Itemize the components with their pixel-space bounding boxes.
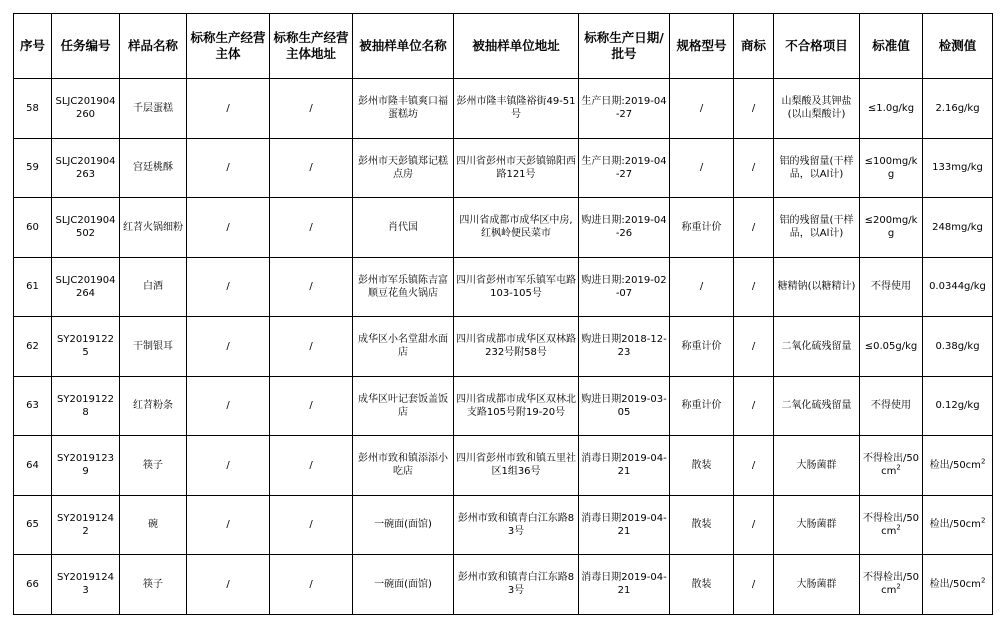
cell-text: 62: [26, 340, 39, 352]
cell-text: 千层蛋糕: [133, 102, 173, 114]
cell-text: 检出/50cm: [929, 519, 981, 531]
cell-text: 0.12g/kg: [935, 400, 980, 412]
cell-text: ≤1.0g/kg: [867, 102, 915, 114]
cell-text: 60: [26, 221, 39, 233]
cell-producer: [187, 138, 270, 198]
cell-text: 四川省彭州市致和镇五里社区1组36号: [456, 453, 576, 478]
cell-sampled-address: [454, 198, 579, 258]
cell-failed-item: [774, 376, 860, 436]
cell-failed-item: [774, 198, 860, 258]
cell-text: /: [751, 578, 756, 590]
cell-measured: [923, 317, 993, 377]
cell-text: 0.0344g/kg: [929, 281, 986, 293]
cell-task-id: [52, 138, 120, 198]
cell-trademark: [734, 436, 774, 496]
cell-failed-item: [774, 495, 860, 555]
cell-text: 不得使用: [871, 400, 911, 412]
cell-failed-item: [774, 555, 860, 615]
cell-producer: [187, 376, 270, 436]
cell-trademark: [734, 198, 774, 258]
cell-text: 生产日期:2019-04-27: [581, 155, 667, 180]
cell-text: 铝的残留量(干样品，以Al计): [779, 215, 854, 240]
cell-producer-address: [270, 317, 353, 377]
cell-measured: [923, 79, 993, 139]
cell-date-batch: [579, 555, 670, 615]
cell-text: 大肠菌群: [796, 578, 837, 590]
col-header-trademark: 商标: [734, 14, 774, 79]
cell-spec: [670, 79, 734, 139]
cell-text: 彭州市致和镇青白江东路83号: [457, 512, 575, 537]
col-header-date-batch: 标称生产日期/批号: [579, 14, 670, 79]
cell-text: 不得检出/50cm: [862, 572, 920, 597]
cell-trademark: [734, 138, 774, 198]
cell-sampled-address: [454, 376, 579, 436]
cell-text: /: [751, 340, 756, 352]
cell-text: 一碗面(面馆): [374, 578, 432, 590]
cell-date-batch: [579, 317, 670, 377]
cell-text: /: [309, 102, 313, 114]
cell-text: 碗: [148, 519, 158, 531]
cell-producer: [187, 495, 270, 555]
cell-text: /: [309, 162, 313, 174]
cell-text: 购进日期:2019-04-26: [581, 215, 667, 240]
cell-text: 大肠菌群: [796, 519, 837, 531]
cell-text: 生产日期:2019-04-27: [581, 96, 667, 121]
cell-producer-address: [270, 79, 353, 139]
cell-text: /: [309, 221, 313, 233]
cell-text: 61: [26, 281, 39, 293]
unit-exponent: 2: [896, 582, 901, 591]
cell-failed-item: [774, 257, 860, 317]
cell-index: [14, 495, 52, 555]
cell-sampled-unit: [353, 257, 454, 317]
cell-text: /: [309, 281, 313, 293]
cell-index: [14, 138, 52, 198]
cell-text: 白酒: [143, 281, 163, 293]
table-row: [14, 317, 993, 377]
cell-text: 248mg/kg: [932, 221, 983, 233]
cell-text: /: [751, 221, 756, 233]
cell-spec: [670, 495, 734, 555]
cell-text: /: [226, 102, 230, 114]
cell-sampled-unit: [353, 138, 454, 198]
cell-text: /: [699, 162, 704, 174]
cell-text: 红苕火锅细粉: [123, 221, 183, 233]
cell-text: 二氧化硫残留量: [781, 340, 852, 352]
cell-sampled-unit: [353, 436, 454, 496]
col-header-spec: 规格型号: [670, 14, 734, 79]
cell-date-batch: [579, 198, 670, 258]
cell-text: ≤0.05g/kg: [864, 340, 918, 352]
cell-text: 彭州市隆丰镇隆裕街49-51号: [456, 96, 576, 121]
unit-exponent: 2: [896, 523, 901, 532]
cell-index: [14, 79, 52, 139]
cell-spec: [670, 317, 734, 377]
cell-task-id: [52, 257, 120, 317]
cell-sample-name: [120, 317, 187, 377]
cell-standard: [860, 436, 923, 496]
cell-text: /: [226, 281, 230, 293]
cell-sample-name: [120, 376, 187, 436]
cell-text: /: [226, 340, 230, 352]
cell-failed-item: [774, 317, 860, 377]
cell-text: 购进日期2019-03-05: [581, 393, 667, 418]
cell-index: [14, 376, 52, 436]
cell-measured: [923, 257, 993, 317]
cell-spec: [670, 376, 734, 436]
unit-exponent: 2: [980, 457, 986, 466]
cell-sampled-address: [454, 257, 579, 317]
cell-sample-name: [120, 436, 187, 496]
cell-text: 成华区小名堂甜水面店: [358, 334, 448, 359]
cell-failed-item: [774, 138, 860, 198]
cell-text: /: [226, 162, 230, 174]
cell-producer: [187, 79, 270, 139]
cell-text: /: [751, 400, 756, 412]
cell-task-id: [52, 79, 120, 139]
cell-sampled-unit: [353, 198, 454, 258]
cell-measured: [923, 198, 993, 258]
cell-text: 糖精钠(以糖精计): [777, 281, 856, 293]
cell-text: SY20191225: [57, 334, 114, 359]
cell-text: /: [751, 459, 756, 471]
cell-date-batch: [579, 376, 670, 436]
cell-text: /: [226, 459, 230, 471]
cell-text: 彭州市军乐镇陈吉富顺豆花鱼火锅店: [358, 274, 448, 299]
cell-standard: [860, 317, 923, 377]
header-row: [14, 14, 993, 79]
cell-task-id: [52, 436, 120, 496]
cell-sampled-unit: [353, 317, 454, 377]
cell-sampled-address: [454, 138, 579, 198]
cell-text: 65: [26, 519, 39, 531]
cell-text: 彭州市天彭镇郑记糕点房: [358, 155, 448, 180]
cell-sampled-address: [454, 79, 579, 139]
cell-text: SLJC201904260: [55, 96, 116, 121]
cell-text: /: [309, 459, 313, 471]
cell-measured: [923, 495, 993, 555]
cell-producer-address: [270, 376, 353, 436]
cell-sampled-address: [454, 317, 579, 377]
unit-exponent: 2: [980, 516, 986, 525]
cell-text: 山梨酸及其钾盐(以山梨酸计): [781, 96, 852, 121]
cell-spec: [670, 138, 734, 198]
cell-text: 干制银耳: [133, 340, 173, 352]
cell-trademark: [734, 317, 774, 377]
cell-text: 59: [26, 162, 39, 174]
cell-text: /: [699, 281, 704, 293]
cell-text: 彭州市致和镇添添小吃店: [358, 453, 448, 478]
cell-text: 检出/50cm: [929, 578, 981, 590]
cell-spec: [670, 436, 734, 496]
cell-text: 购进日期:2019-02-07: [581, 274, 667, 299]
cell-text: /: [226, 400, 230, 412]
cell-text: /: [751, 519, 756, 531]
table-row: [14, 257, 993, 317]
cell-producer: [187, 555, 270, 615]
cell-producer-address: [270, 436, 353, 496]
col-header-standard: 标准值: [860, 14, 923, 79]
cell-text: 四川省彭州市天彭镇锦阳西路121号: [456, 155, 576, 180]
cell-text: 消毒日期2019-04-21: [581, 453, 667, 478]
cell-text: 58: [26, 102, 39, 114]
cell-sample-name: [120, 495, 187, 555]
cell-trademark: [734, 555, 774, 615]
col-header-sampled-unit: 被抽样单位名称: [353, 14, 454, 79]
cell-date-batch: [579, 79, 670, 139]
cell-sampled-unit: [353, 555, 454, 615]
cell-text: ≤200mg/kg: [864, 215, 918, 240]
cell-date-batch: [579, 495, 670, 555]
cell-text: 0.38g/kg: [935, 340, 980, 352]
cell-producer-address: [270, 495, 353, 555]
cell-spec: [670, 555, 734, 615]
cell-task-id: [52, 495, 120, 555]
cell-standard: [860, 495, 923, 555]
cell-text: 称重计价: [681, 221, 722, 233]
cell-producer-address: [270, 138, 353, 198]
table-row: [14, 198, 993, 258]
cell-text: 四川省成都市成华区双林路232号附58号: [456, 334, 576, 359]
cell-measured: [923, 555, 993, 615]
cell-sampled-unit: [353, 79, 454, 139]
cell-text: 铝的残留量(干样品，以Al计): [779, 155, 854, 180]
cell-date-batch: [579, 138, 670, 198]
cell-text: 不得检出/50cm: [862, 512, 920, 537]
cell-text: SY20191239: [57, 453, 114, 478]
cell-text: 散装: [691, 519, 712, 531]
cell-text: 成华区叶记套饭盖饭店: [358, 393, 448, 418]
cell-spec: [670, 198, 734, 258]
cell-text: 消毒日期2019-04-21: [581, 572, 667, 597]
cell-text: SLJC201904502: [55, 215, 116, 240]
cell-text: 红苕粉条: [133, 400, 173, 412]
cell-measured: [923, 436, 993, 496]
cell-sampled-address: [454, 495, 579, 555]
cell-task-id: [52, 376, 120, 436]
cell-text: /: [226, 221, 230, 233]
cell-measured: [923, 138, 993, 198]
cell-sample-name: [120, 257, 187, 317]
cell-text: /: [751, 162, 756, 174]
cell-text: /: [309, 578, 313, 590]
cell-standard: [860, 79, 923, 139]
cell-text: ≤100mg/kg: [864, 155, 918, 180]
table-row: [14, 495, 993, 555]
cell-text: 宫廷桃酥: [133, 162, 173, 174]
cell-text: 133mg/kg: [932, 162, 983, 174]
cell-standard: [860, 257, 923, 317]
table-row: [14, 436, 993, 496]
cell-text: /: [751, 281, 756, 293]
cell-measured: [923, 376, 993, 436]
unit-exponent: 2: [896, 463, 901, 472]
cell-producer-address: [270, 198, 353, 258]
col-header-failed-item: 不合格项目: [774, 14, 860, 79]
cell-text: 筷子: [143, 459, 163, 471]
cell-text: 64: [26, 459, 39, 471]
cell-index: [14, 555, 52, 615]
cell-text: 63: [26, 400, 39, 412]
cell-text: /: [309, 340, 313, 352]
cell-spec: [670, 257, 734, 317]
cell-text: 称重计价: [681, 400, 722, 412]
cell-task-id: [52, 555, 120, 615]
col-header-producer: 标称生产经营主体: [187, 14, 270, 79]
cell-text: 购进日期2018-12-23: [581, 334, 667, 359]
cell-index: [14, 436, 52, 496]
cell-text: SY20191243: [57, 572, 114, 597]
cell-text: /: [226, 578, 230, 590]
cell-task-id: [52, 198, 120, 258]
cell-trademark: [734, 376, 774, 436]
cell-failed-item: [774, 79, 860, 139]
cell-date-batch: [579, 257, 670, 317]
cell-standard: [860, 555, 923, 615]
cell-index: [14, 257, 52, 317]
cell-text: 筷子: [143, 578, 163, 590]
cell-text: 一碗面(面馆): [374, 519, 432, 531]
table-row: [14, 555, 993, 615]
cell-standard: [860, 198, 923, 258]
col-header-sample-name: 样品名称: [120, 14, 187, 79]
cell-trademark: [734, 79, 774, 139]
cell-text: 2.16g/kg: [935, 102, 980, 114]
cell-index: [14, 317, 52, 377]
cell-text: /: [309, 519, 313, 531]
cell-text: 不得检出/50cm: [862, 453, 920, 478]
cell-sample-name: [120, 138, 187, 198]
cell-sample-name: [120, 79, 187, 139]
cell-text: 检出/50cm: [929, 459, 981, 471]
cell-text: 二氧化硫残留量: [781, 400, 852, 412]
cell-sampled-address: [454, 555, 579, 615]
cell-text: SLJC201904264: [55, 274, 116, 299]
cell-producer: [187, 317, 270, 377]
cell-text: /: [226, 519, 230, 531]
cell-text: 四川省彭州市军乐镇军屯路103-105号: [456, 274, 576, 299]
col-header-sampled-address: 被抽样单位地址: [454, 14, 579, 79]
cell-text: SY20191242: [57, 512, 114, 537]
cell-text: 散装: [691, 578, 712, 590]
cell-index: [14, 198, 52, 258]
cell-sample-name: [120, 555, 187, 615]
col-header-task-id: 任务编号: [52, 14, 120, 79]
table-row: [14, 79, 993, 139]
cell-text: 四川省成都市成华区双林北支路105号附19-20号: [456, 393, 576, 418]
cell-text: SY20191228: [57, 393, 114, 418]
cell-text: 散装: [691, 459, 712, 471]
col-header-measured: 检测值: [923, 14, 993, 79]
cell-sampled-address: [454, 436, 579, 496]
cell-text: 彭州市致和镇青白江东路83号: [457, 572, 575, 597]
cell-trademark: [734, 495, 774, 555]
cell-sampled-unit: [353, 376, 454, 436]
cell-text: /: [699, 102, 704, 114]
cell-task-id: [52, 317, 120, 377]
cell-producer-address: [270, 257, 353, 317]
cell-standard: [860, 376, 923, 436]
unit-exponent: 2: [980, 576, 986, 585]
table-row: [14, 138, 993, 198]
cell-sample-name: [120, 198, 187, 258]
cell-text: 肖代国: [388, 221, 418, 233]
cell-producer: [187, 198, 270, 258]
cell-text: 大肠菌群: [796, 459, 837, 471]
cell-date-batch: [579, 436, 670, 496]
cell-text: SLJC201904263: [55, 155, 116, 180]
col-header-index: 序号: [14, 14, 52, 79]
cell-text: 彭州市隆丰镇爽口福蛋糕坊: [358, 96, 448, 121]
cell-failed-item: [774, 436, 860, 496]
cell-text: 66: [26, 578, 39, 590]
cell-sampled-unit: [353, 495, 454, 555]
cell-standard: [860, 138, 923, 198]
cell-text: /: [309, 400, 313, 412]
cell-text: 不得使用: [871, 281, 911, 293]
cell-producer-address: [270, 555, 353, 615]
cell-text: /: [751, 102, 756, 114]
cell-text: 消毒日期2019-04-21: [581, 512, 667, 537]
cell-text: 称重计价: [681, 340, 722, 352]
inspection-results-table: [13, 13, 993, 615]
cell-trademark: [734, 257, 774, 317]
table-row: [14, 376, 993, 436]
col-header-producer-address: 标称生产经营主体地址: [270, 14, 353, 79]
cell-producer: [187, 257, 270, 317]
cell-producer: [187, 436, 270, 496]
cell-text: 四川省成都市成华区中房,红枫岭便民菜市: [459, 215, 573, 240]
